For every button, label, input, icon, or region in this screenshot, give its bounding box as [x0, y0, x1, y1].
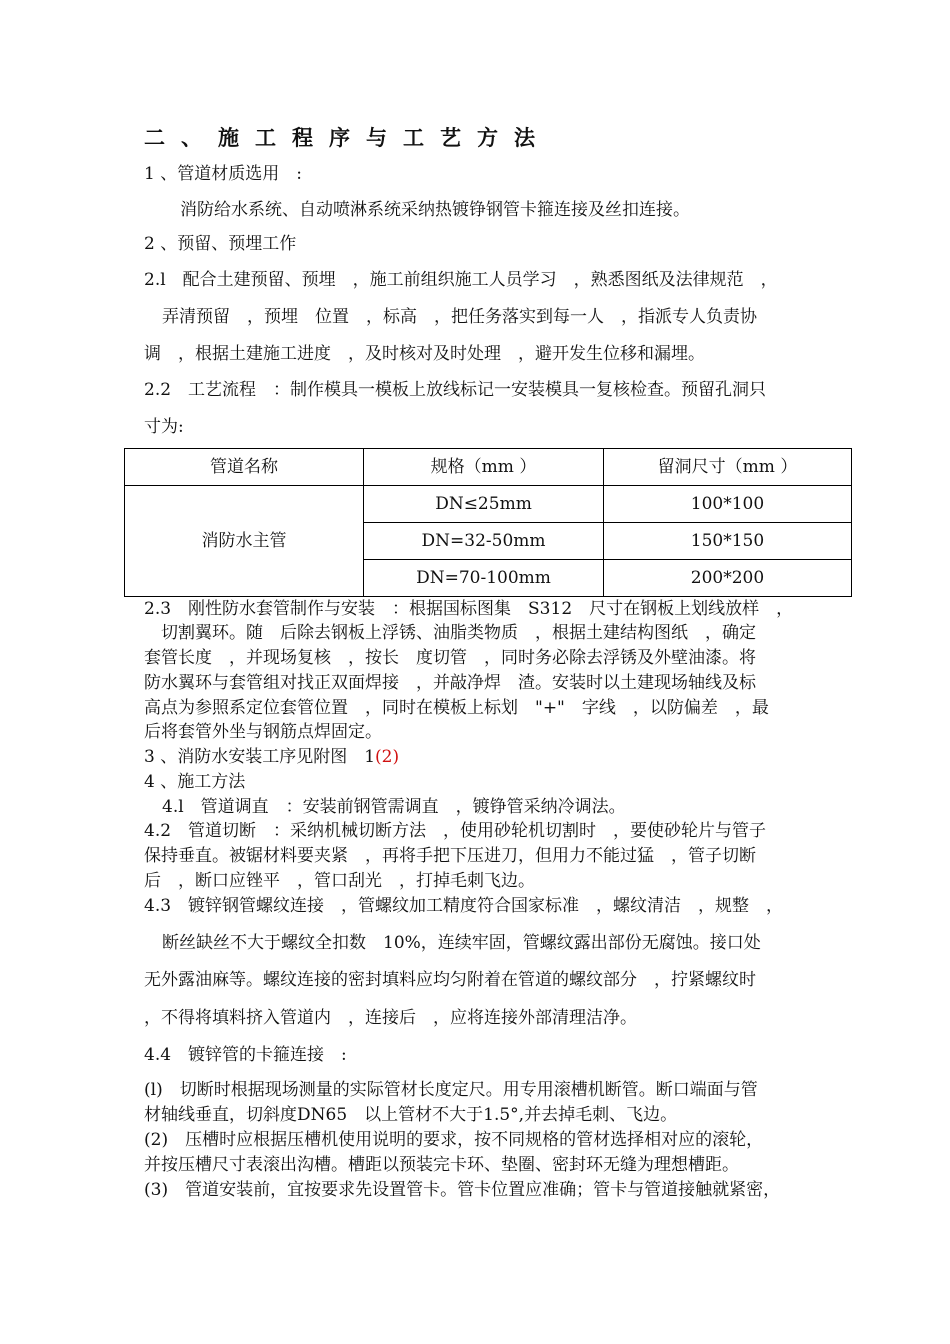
paragraph-line: (l) 切断时根据现场测量的实际管材长度定尺。用专用滚槽机断管。断口端面与管 — [144, 1080, 758, 1100]
paragraph-line: 材轴线垂直，切斜度DN65 以上管材不大于1.5°,并去掉毛刺、飞边。 — [144, 1105, 678, 1125]
paragraph-line — [144, 746, 399, 768]
paragraph-line: 寸为: — [144, 417, 184, 437]
paragraph-line: 断丝缺丝不大于螺纹全扣数 10%，连续牢固，管螺纹露出部份无腐蚀。接口处 — [162, 933, 761, 953]
spec-cell: DN=70-100mm — [364, 560, 604, 597]
paragraph-line: 并按压槽尺寸表滚出沟槽。槽距以预装完卡环、垫圈、密封环无缝为理想槽距。 — [144, 1155, 739, 1175]
paragraph-line: 2.2 工艺流程 ：制作模具一模板上放线标记一安装模具一复核检查。预留孔洞只 — [144, 380, 767, 400]
paragraph-line: (2) 压槽时应根据压槽机使用说明的要求，按不同规格的管材选择相对应的滚轮， — [144, 1130, 764, 1150]
header-hole-size: 留洞尺寸（mm ） — [604, 449, 852, 486]
section-heading: 二、施工程序与工艺方法 — [144, 126, 551, 150]
paragraph-line: 高点为参照系定位套管位置 ，同时在模板上标划 "+" 字线 ，以防偏差 ，最 — [144, 698, 769, 718]
hole-size-cell: 100*100 — [604, 486, 852, 523]
paragraph-line: 2 、预留、预埋工作 — [144, 234, 297, 254]
spec-cell: DN≤25mm — [364, 486, 604, 523]
paragraph-line: 套管长度 ，并现场复核 ，按长 度切管 ，同时务必除去浮锈及外壁油漆。将 — [144, 648, 756, 668]
paragraph-line: 消防给水系统、自动喷淋系统采纳热镀铮钢管卡箍连接及丝扣连接。 — [180, 200, 690, 220]
paragraph-line: 后 ，断口应锉平 ，管口刮光 ，打掉毛刺飞边。 — [144, 871, 535, 891]
paragraph-line: 4.l 管道调直 ：安装前钢管需调直 ，镀铮管采纳冷调法。 — [162, 797, 626, 817]
paragraph-line: 调 ，根据土建施工进度 ，及时核对及时处理 ，避开发生位移和漏埋。 — [144, 344, 705, 364]
table-row — [125, 486, 852, 523]
paragraph-line: 弄清预留 ，预埋 位置 ，标高 ，把任务落实到每一人 ，指派专人负责协 — [162, 307, 757, 327]
paragraph-line: (3) 管道安装前，宜按要求先设置管卡。管卡位置应准确；管卡与管道接触就紧密， — [144, 1180, 781, 1200]
paragraph-line: 4 、施工方法 — [144, 772, 246, 792]
paragraph-line: 4.4 镀锌管的卡箍连接 : — [144, 1045, 347, 1065]
pipe-name-cell: 消防水主管 — [125, 486, 364, 597]
hole-size-cell: 150*150 — [604, 523, 852, 560]
spec-cell: DN=32-50mm — [364, 523, 604, 560]
hole-size-cell: 200*200 — [604, 560, 852, 597]
figure-reference: (2) — [375, 747, 400, 767]
paragraph-line: ，不得将填料挤入管道内 ，连接后 ，应将连接外部清理洁净。 — [144, 1008, 637, 1028]
paragraph-line: 保持垂直。被锯材料要夹紧 ，再将手把下压进刀，但用力不能过猛 ，管子切断 — [144, 846, 756, 866]
paragraph-line: 4.2 管道切断 ：采纳机械切断方法 ，使用砂轮机切割时 ，要使砂轮片与管子 — [144, 821, 767, 841]
reserved-hole-table — [124, 448, 852, 597]
paragraph-line: 防水翼环与套管组对找正双面焊接 ，并敲净焊 渣。安装时以土建现场轴线及标 — [144, 673, 756, 693]
header-pipe-name: 管道名称 — [125, 449, 364, 486]
paragraph-line: 4.3 镀锌钢管螺纹连接 ，管螺纹加工精度符合国家标准 ，螺纹清洁 ，规整 ， — [144, 896, 784, 916]
paragraph-line: 切割翼环。随 后除去钢板上浮锈、油脂类物质 ，根据土建结构图纸 ，确定 — [144, 623, 756, 643]
header-spec: 规格（mm ） — [364, 449, 604, 486]
paragraph-line: 无外露油麻等。螺纹连接的密封填料应均匀附着在管道的螺纹部分 ，拧紧螺纹时 — [144, 970, 756, 990]
workflow-reference-text: 3 、消防水安装工序见附图 1 — [144, 747, 376, 767]
table-header-row — [125, 449, 852, 486]
paragraph-line: 后将套管外坐与钢筋点焊固定。 — [144, 722, 382, 742]
paragraph-line: 1 、管道材质选用 : — [144, 164, 302, 184]
paragraph-line: 2.l 配合土建预留、预埋 ，施工前组织施工人员学习 ，熟悉图纸及法律规范 ， — [144, 270, 778, 290]
paragraph-line: 2.3 刚性防水套管制作与安装 ：根据国标图集 S312 尺寸在钢板上划线放样 ， — [144, 599, 794, 619]
